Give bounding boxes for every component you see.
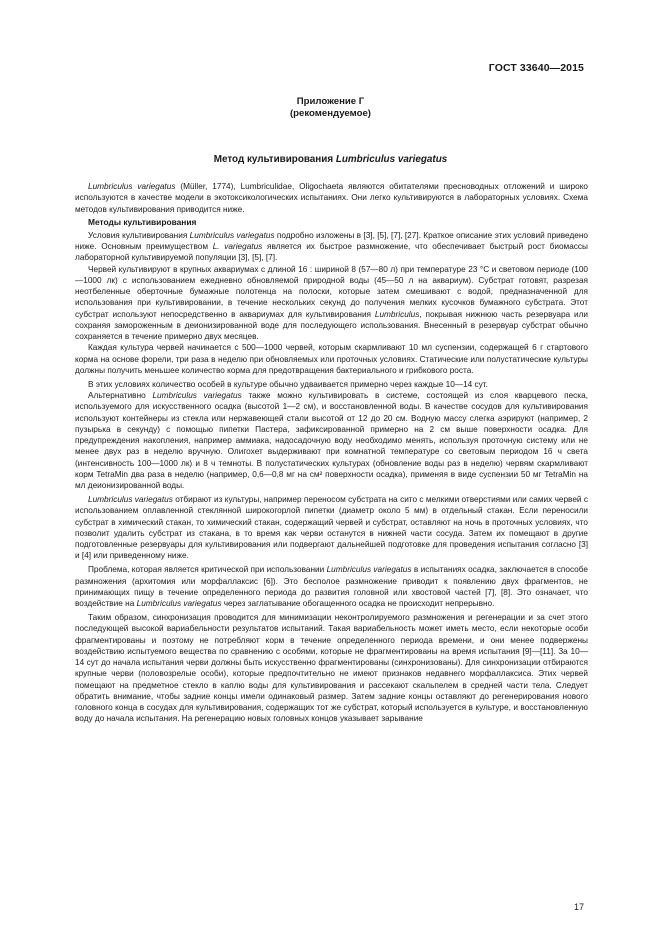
annex-heading	[60, 96, 601, 120]
body-paragraph: Альтернативно Lumbriculus variegatus также можно культивировать в системе, состоящей из слоя кварцевого песка, используемого для искусственного осадка (высотой 1—2 см), и восстановленной воды. В качестве сосудов для культивирования используют контейнеры из стекла или нержавеющей стали высотой от 12 до 20 см. Водную массу слегка аэрируют (например, 2 пузырька в секунду) с помощью пипетки Пастера, зафиксированной примерно на 2 см выше поверхности осадка. Для предупреждения накопления, например аммиака, надосадочную воду необходимо менять, используя проточную систему или не менее двух раз в неделю вручную. Олигохет выдерживают при комнатной температуре со световым периодом 16 ч света (интенсивность 100—1000 лк) и 8 ч темноты. В полустатических культурах (обновление воды раз в неделю) червям скармливают корм TetraMin два раза в неделю (например, 0,6—0,8 мг на см² поверхности осадка), применяя в виде суспензии 50 мг TetraMin на мл деионизированной воды.	[75, 391, 588, 491]
body-paragraph: Проблема, которая является критической при использовании Lumbriculus variegatus в испытаниях осадка, заключается в способе размножения (архитомия или морфаллаксис [6]). Это бесполое размножение приводит к появлению двух фрагментов, не принимающих пищу в течение определенного периода до развития головной или хвостовой частей [7], [8]. Это означает, что воздействие на Lumbriculus variegatus через заглатывание обогащенного осадка не происходит непрерывно.	[75, 565, 588, 609]
body-paragraph: Червей культивируют в крупных аквариумах с длиной 16 : шириной 8 (57—80 л) при температуре 23 °С и световом периоде (100—1000 лк) с использованием ежедневно обновляемой природной воды (45—50 л на аквариум). Субстрат готовят, разрезая неотбеленные оберточные бумажные полотенца на полоски, которые затем смешивают с водой, предназначенной для использования при культивировании, в течение нескольких секунд до получения мелких кусочков бумажного субстрата. Этот субстрат используют непосредственно в аквариумах для культивирования Lumbriculus, покрывая нижнюю часть резервуара или сохраняя замороженным в деионизированной воде для последующего использования. Внесенный в резервуар субстрат обычно сохраняется в течение примерно двух месяцев.	[75, 264, 589, 341]
annex-title: Приложение Г	[296, 96, 365, 107]
section-title: Методы культивирования	[88, 217, 197, 228]
document-title: Метод культивирования Lumbriculus variegatus	[213, 154, 448, 165]
body-paragraph: В этих условиях количество особей в культуре обычно удваивается примерно через каждые 10—14 сут.	[88, 379, 488, 389]
main-text	[75, 181, 588, 725]
page-number: 17	[573, 902, 584, 912]
body-paragraph: Lumbriculus variegatus отбирают из культуры, например переносом субстрата на сито с мелкими отверстиями или самих червей с использованием оплавленной стеклянной широкогорлой пипетки (диаметр около 5 мм) в отдельный стакан. Если переносили субстрат в химический стакан, то химический стакан, содержащий червей и субстрат, оставляют на ночь в проточных условиях, что позволит удалить субстрат из стакана, в то время как черви останутся в нижней части сосуда. Затем их помещают в другие подготовленные резервуары для культивирования или подвергают дальнейшей подготовке для проведения испытания согласно [3] и [4] или приведенному ниже.	[75, 495, 588, 561]
body-paragraph: Условия культивирования Lumbriculus variegatus подробно изложены в [3], [5], [7], [27]. Краткое описание этих условий приведено ниже. Основным преимуществом L. variegatus является их быстрое размножение, что обеспечивает быстрый рост биомассы лабораторной культивируемой популяции [3], [5], [7].	[75, 230, 589, 263]
body-paragraph: Таким образом, синхронизация проводится для минимизации неконтролируемого размножения и регенерации и за счет этого последующей высокой вариабельности результатов испытаний. Такая вариабельность может иметь место, если некоторые особи фрагментированы и поэтому не потребляют корм в течение определенного периода времени, и они менее подвержены воздействию испытуемого вещества по сравнению с особями, которые не фрагментированы на время испытания [9]—[11]. За 10—14 сут до начала испытания черви должны быть искусственно фрагментированы (синхронизованы). Для синхронизации отбираются крупные черви (половозрелые особи), которые предпочтительно не имеют признаков недавнего морфаллаксиса. Этих червей помещают на предметное стекло в каплю воды для культивирования и рассекают скальпелем в средней части тела. Следует обратить внимание, чтобы задние концы имели одинаковый размер. Затем задние концы оставляют до регенерирования нового головного конца в сосудах для культивирования, содержащих тот же субстрат, который используется в культуре, и восстановленную воду до начала испытания. На регенерацию новых головных концов указывает зарывание	[75, 613, 588, 724]
intro-paragraph: Lumbriculus variegatus (Müller, 1774), Lumbriculidae, Oligochaeta являются обитателями пресноводных отложений и широко используются в качестве модели в экотоксикологических испытаниях. Они легко культивируются в лабораторных условиях. Схема методов культивирования приводится ниже.	[75, 182, 588, 214]
body-paragraph: Каждая культура червей начинается с 500—1000 червей, которым скармливают 10 мл суспензии, содержащей 6 г стартового корма на основе форели, три раза в неделю при обновляемых или проточных условиях. Статические или полустатические культуры должны получить меньшее количество корма для предотвращения бактериального и грибкового роста.	[75, 343, 588, 375]
standard-code: ГОСТ 33640—2015	[488, 62, 584, 74]
annex-status: (рекомендуемое)	[289, 108, 371, 119]
